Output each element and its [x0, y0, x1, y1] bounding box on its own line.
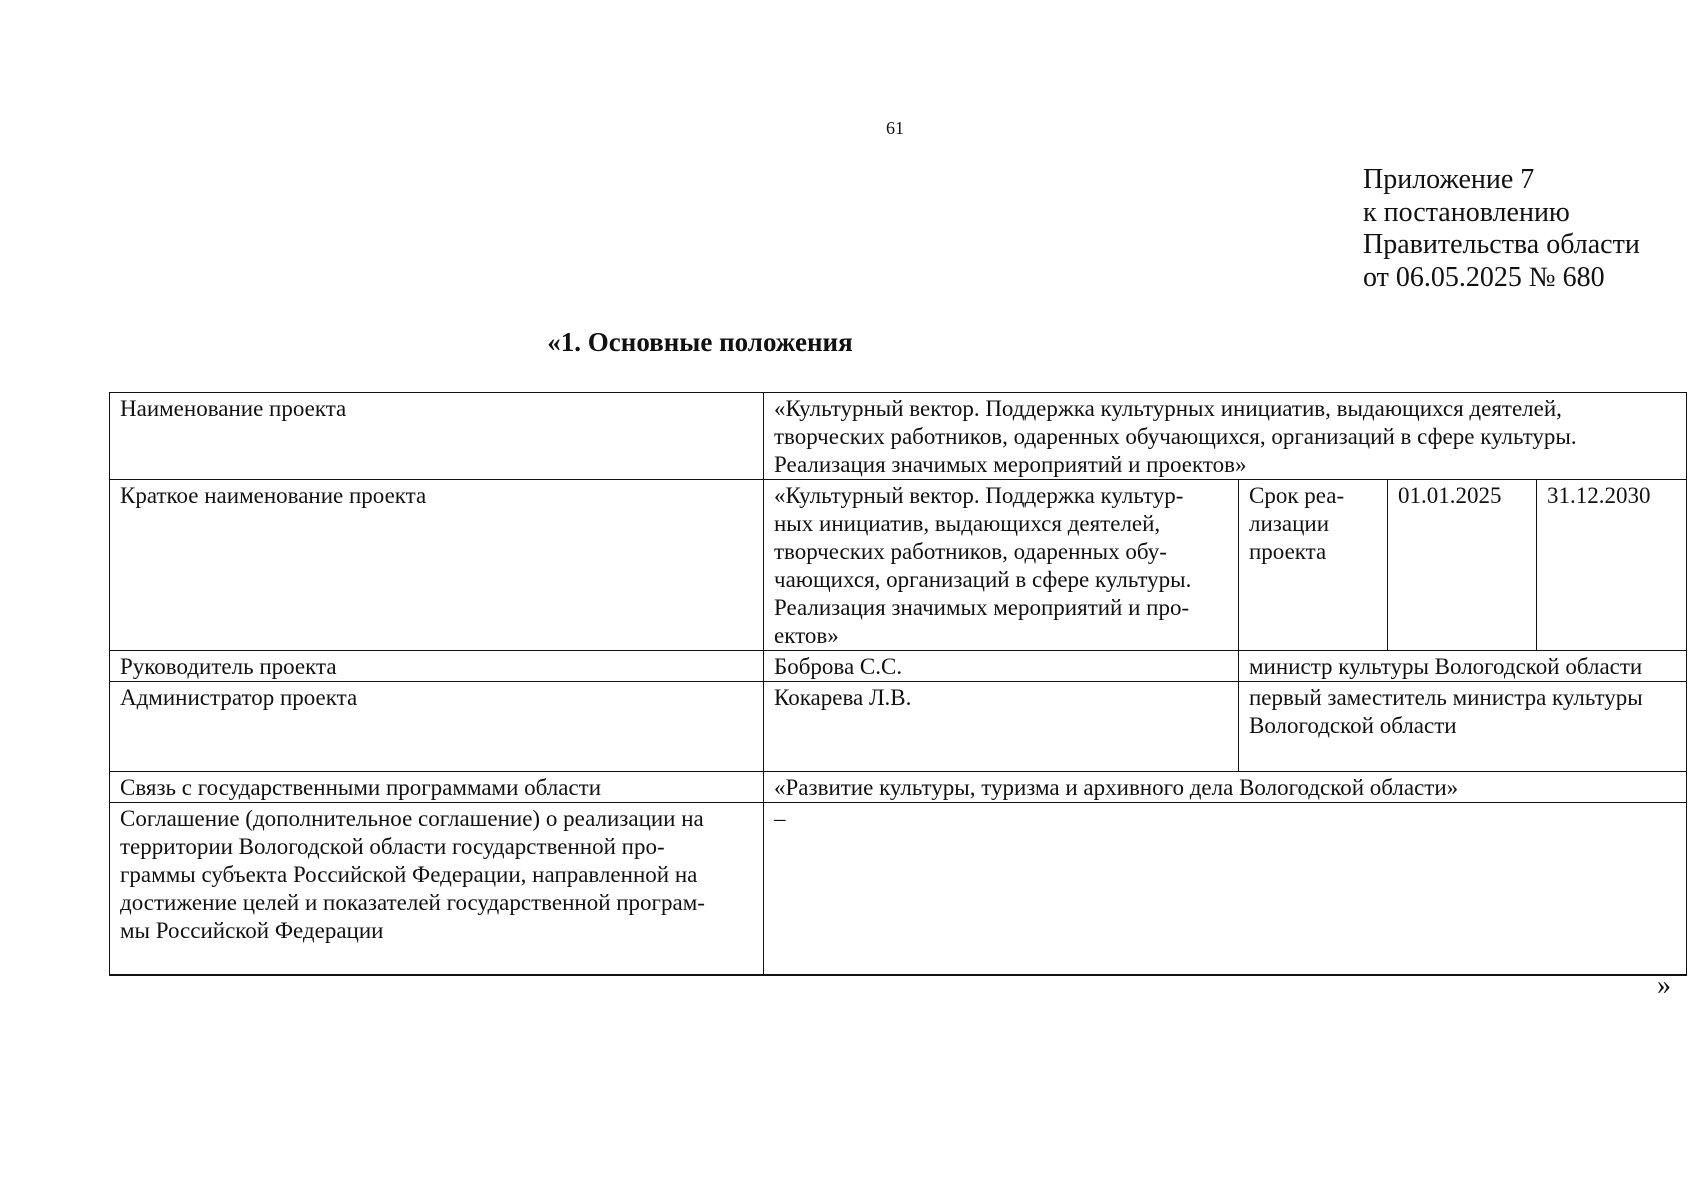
agreement-value: –: [774, 806, 786, 831]
term-label-line: Срок реа-: [1249, 483, 1345, 508]
row-value: [764, 393, 1687, 480]
agreement-label-line: граммы субъекта Российской Федерации, направленной на: [120, 862, 698, 887]
short-name-line: ектов»: [774, 623, 839, 648]
agreement-label-line: достижение целей и показателей государственной програм-: [120, 890, 705, 915]
section-heading: «1. Основные положения: [547, 327, 853, 357]
project-table: [109, 392, 1687, 976]
project-leader-label: Руководитель проекта: [120, 654, 337, 679]
project-admin-name: Кокарева Л.В.: [774, 685, 912, 710]
term-label-line: проекта: [1249, 539, 1327, 564]
row-label: [110, 651, 764, 682]
short-name-line: ных инициатив, выдающихся деятелей,: [774, 511, 1161, 536]
agreement-label-line: мы Российской Федерации: [120, 918, 384, 943]
row-value: [764, 772, 1687, 803]
project-name-line: творческих работников, одаренных обучающихся, организаций в сфере культуры.: [774, 424, 1577, 449]
page-number: 61: [886, 118, 904, 138]
table-row: [110, 651, 1687, 682]
project-leader-name: Боброва С.С.: [774, 654, 903, 679]
short-name-label: Краткое наименование проекта: [120, 483, 427, 508]
row-value: [1239, 651, 1687, 682]
project-admin-position-line: Вологодской области: [1249, 713, 1457, 738]
end-date: 31.12.2030: [1547, 483, 1651, 508]
row-label: [110, 772, 764, 803]
closing-quote: »: [1657, 970, 1671, 1001]
start-date-cell: [1388, 480, 1537, 651]
project-name-label: Наименование проекта: [120, 396, 347, 421]
row-label: [110, 803, 764, 975]
program-link-value: «Развитие культуры, туризма и архивного дела Вологодской области»: [774, 775, 1459, 800]
agreement-label-line: территории Вологодской области государственной про-: [120, 834, 665, 859]
table-row: [110, 393, 1687, 480]
appendix-block: [1363, 164, 1640, 294]
short-name-line: творческих работников, одаренных обу-: [774, 539, 1167, 564]
project-leader-position: министр культуры Вологодской области: [1249, 654, 1643, 679]
short-name-line: «Культурный вектор. Поддержка культур-: [774, 483, 1184, 508]
short-name-line: чающихся, организаций в сфере культуры.: [774, 567, 1192, 592]
row-label: [110, 393, 764, 480]
row-label: [110, 480, 764, 651]
row-value: [764, 803, 1687, 975]
appendix-line-2: к постановлению: [1363, 196, 1570, 228]
row-value: [764, 651, 1239, 682]
table-row: [110, 772, 1687, 803]
row-value: [1239, 682, 1687, 772]
row-value: [764, 480, 1239, 651]
table-row: [110, 480, 1687, 651]
project-name-line: «Культурный вектор. Поддержка культурных инициатив, выдающихся деятелей,: [774, 396, 1562, 421]
start-date: 01.01.2025: [1398, 483, 1502, 508]
project-name-line: Реализация значимых мероприятий и проектов»: [774, 452, 1247, 477]
term-label-cell: [1239, 480, 1388, 651]
end-date-cell: [1537, 480, 1687, 651]
term-label-line: лизации: [1249, 511, 1330, 536]
row-value: [764, 682, 1239, 772]
project-admin-label: Администратор проекта: [120, 685, 358, 710]
agreement-label-line: Соглашение (дополнительное соглашение) о реализации на: [120, 806, 704, 831]
appendix-line-1: Приложение 7: [1363, 164, 1535, 195]
appendix-line-3: Правительства области: [1363, 229, 1640, 260]
table-row: [110, 682, 1687, 772]
program-link-label: Связь с государственными программами области: [120, 775, 602, 800]
appendix-line-4: от 06.05.2025 № 680: [1363, 261, 1605, 293]
table-row: [110, 803, 1687, 975]
row-label: [110, 682, 764, 772]
project-admin-position-line: первый заместитель министра культуры: [1249, 685, 1643, 710]
short-name-line: Реализация значимых мероприятий и про-: [774, 595, 1190, 620]
